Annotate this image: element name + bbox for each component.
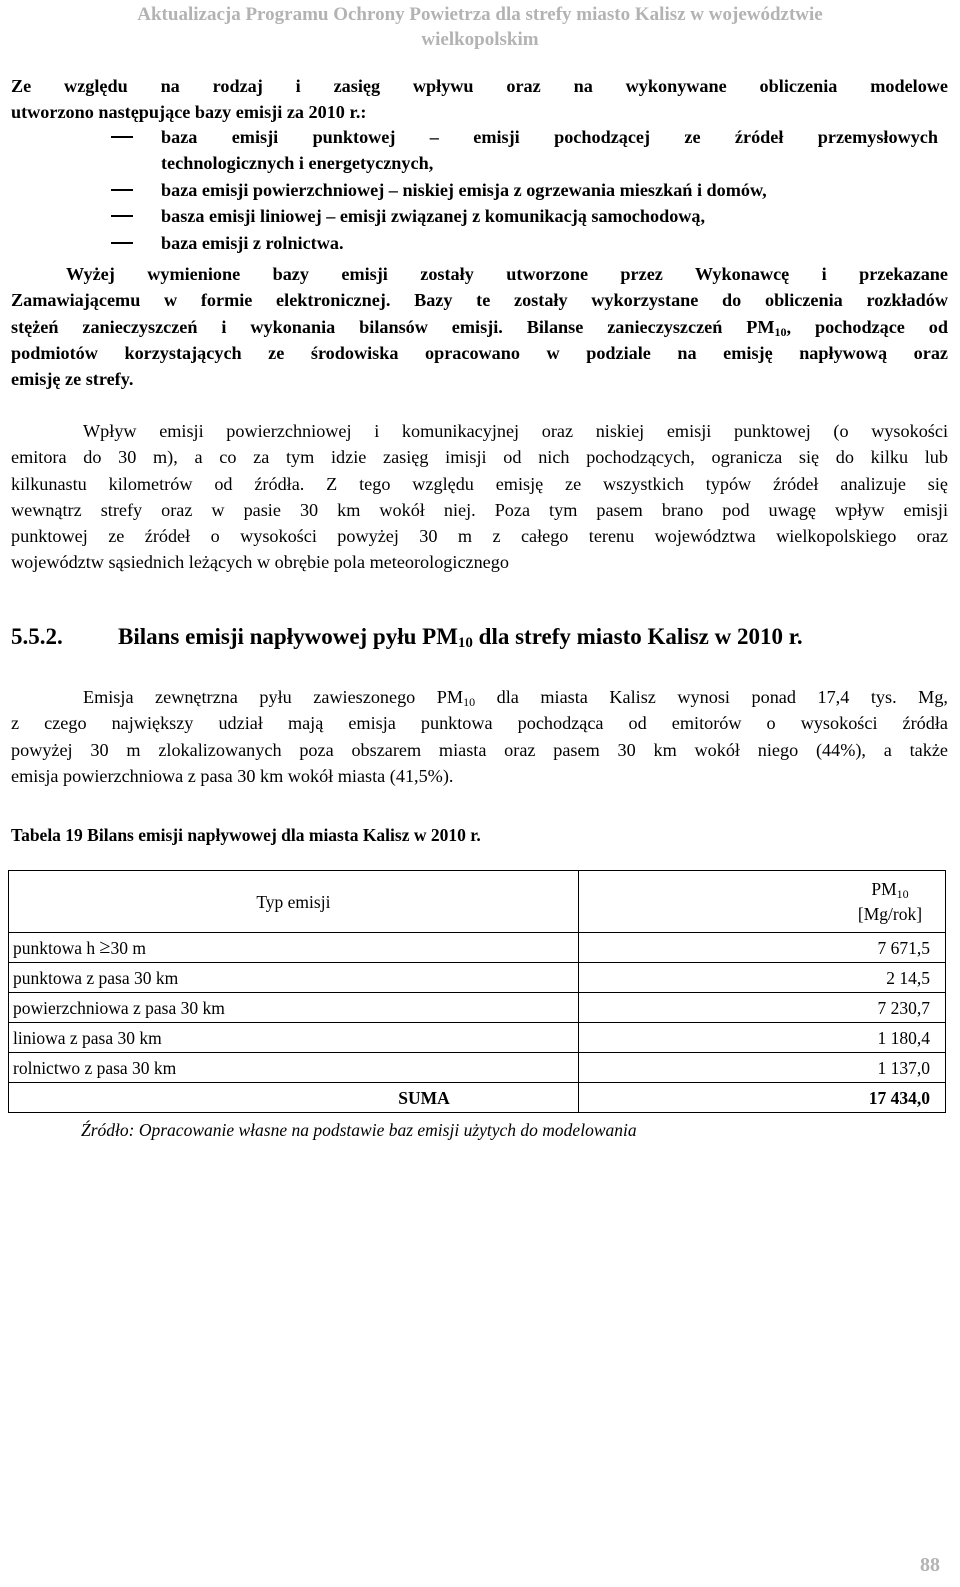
row-type-text-b: 30 m [110, 937, 147, 958]
bases-line-2: Zamawiającemu w formie elektronicznej. Bazy te zostały wykorzystane do obliczenia rozkładów [11, 290, 948, 310]
row-type [9, 933, 579, 963]
row-type: punktowa z pasa 30 km [9, 963, 579, 993]
import-line-1a: Emisja zewnętrzna pyłu zawieszonego PM [83, 687, 464, 707]
bases-line-1-text: Wyżej wymienione bazy emisji zostały utworzone przez Wykonawcę i przekazane [66, 264, 948, 284]
bases-line-3 [11, 314, 948, 340]
bases-line-4: podmiotów korzystających ze środowiska opracowano w podziale na emisję napływową oraz [11, 343, 948, 363]
header-line-1: Aktualizacja Programu Ochrony Powietrza dla strefy miasto Kalisz w województwie [137, 4, 823, 25]
list-item-1-line-2: technologicznych i energetycznych, [161, 153, 434, 173]
running-header [0, 2, 960, 52]
bases-line-5: emisję ze strefy. [11, 369, 134, 389]
table-row [9, 933, 946, 963]
table-caption: Tabela 19 Bilans emisji napływowej dla miasta Kalisz w 2010 r. [11, 825, 481, 845]
row-type: rolnictwo z pasa 30 km [9, 1053, 579, 1083]
pm10-subscript: 10 [774, 325, 787, 339]
row-type-text: punktowa h [13, 937, 100, 958]
row-value: 7 230,7 [578, 993, 945, 1023]
list-dash [111, 215, 133, 217]
col-header-pm: PM [871, 878, 897, 899]
section-heading [11, 622, 948, 652]
row-value: 7 671,5 [578, 933, 945, 963]
table-row [9, 1023, 946, 1053]
col-header-pm10 [578, 871, 945, 933]
section-title-subscript: 10 [457, 635, 473, 651]
influence-line-1 [11, 418, 948, 444]
header-line-2: wielkopolskim [421, 29, 539, 50]
list-item-4: baza emisji z rolnictwa. [161, 233, 344, 253]
import-line-2: z czego największy udział mają emisja punktowa pochodząca od emitorów o wysokości źródła [11, 713, 948, 733]
table-row [9, 1053, 946, 1083]
influence-line-5: punktowej ze źródeł o wysokości powyżej 30 m z całego terenu województwa wielkopolskiego oraz [11, 526, 948, 546]
table-row [9, 963, 946, 993]
emission-table [8, 870, 946, 1113]
import-line-3: powyżej 30 m zlokalizowanych poza obszarem miasta oraz pasem 30 km wokół niego (44%), a także [11, 740, 948, 760]
col-header-subscript: 10 [896, 886, 909, 901]
col-header-unit: [Mg/rok] [857, 903, 923, 924]
bases-line-3-text: stężeń zanieczyszczeń i wykonania bilansów emisji. Bilanse zanieczyszczeń PM [11, 317, 775, 337]
list-item-1-line-1: baza emisji punktowej – emisji pochodzącej ze źródeł przemysłowych [161, 127, 938, 147]
intro-line-1: Ze względu na rodzaj i zasięg wpływu oraz na wykonywane obliczenia modelowe [11, 76, 948, 96]
row-type: powierzchniowa z pasa 30 km [9, 993, 579, 1023]
row-value: 2 14,5 [578, 963, 945, 993]
table-header-row [9, 871, 946, 933]
influence-line-4: wewnątrz strefy oraz w pasie 30 km wokół niej. Poza tym pasem brano pod uwagę wpływ emisji [11, 500, 948, 520]
geq-symbol: ≥ [99, 935, 111, 958]
table-source: Źródło: Opracowanie własne na podstawie baz emisji użytych do modelowania [81, 1120, 637, 1140]
col-header-type: Typ emisji [9, 871, 579, 933]
influence-line-6: województw sąsiednich leżących w obrębie pola meteorologicznego [11, 552, 509, 572]
row-value: 1 137,0 [578, 1053, 945, 1083]
table-row [9, 993, 946, 1023]
influence-line-2: emitora do 30 m), a co za tym idzie zasięg imisji od nich pochodzących, ogranicza się do kilku lub [11, 447, 948, 467]
import-line-1 [11, 684, 948, 710]
bases-line-3-end: , pochodzące od [786, 317, 948, 337]
list-dash [111, 242, 133, 244]
influence-line-1-text: Wpływ emisji powierzchniowej i komunikacyjnej oraz niskiej emisji punktowej (o wysokości [83, 421, 948, 441]
import-line-4: emisja powierzchniowa z pasa 30 km wokół miasta (41,5%). [11, 766, 454, 786]
section-title-a: Bilans emisji napływowej pyłu PM [118, 624, 458, 649]
influence-line-3: kilkunastu kilometrów od źródła. Z tego względu emisję ze wszystkich typów źródeł analizuje się [11, 474, 948, 494]
list-dash [111, 189, 133, 191]
list-dash [111, 136, 133, 138]
intro-line-2: utworzono następujące bazy emisji za 2010 r.: [11, 102, 367, 122]
sum-label: SUMA [9, 1083, 579, 1113]
row-type: liniowa z pasa 30 km [9, 1023, 579, 1053]
sum-value: 17 434,0 [578, 1083, 945, 1113]
import-subscript: 10 [463, 695, 476, 709]
bases-line-1 [11, 261, 948, 287]
section-number: 5.5.2. [11, 624, 63, 649]
row-value: 1 180,4 [578, 1023, 945, 1053]
list-item-2: baza emisji powierzchniowej – niskiej emisja z ogrzewania mieszkań i domów, [161, 180, 767, 200]
import-line-1b: dla miasta Kalisz wynosi ponad 17,4 tys. Mg, [475, 687, 948, 707]
table-sum-row [9, 1083, 946, 1113]
list-item-3: basza emisji liniowej – emisji związanej z komunikacją samochodową, [161, 206, 706, 226]
section-title-b: dla strefy miasto Kalisz w 2010 r. [472, 624, 803, 649]
page-number: 88 [920, 1554, 940, 1576]
